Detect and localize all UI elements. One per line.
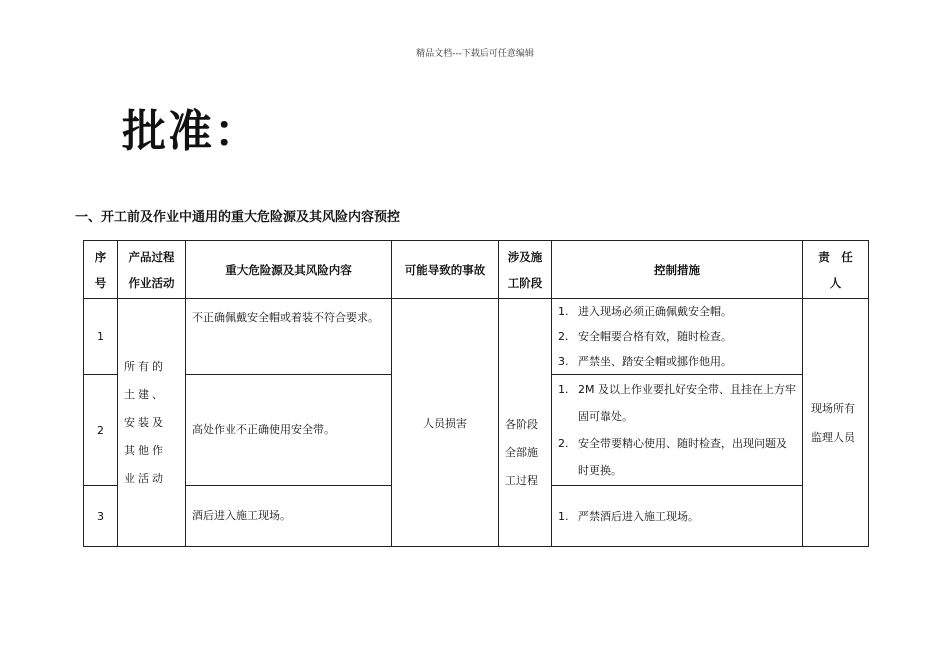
list-item — [558, 376, 796, 430]
item-number: 2. — [558, 437, 569, 450]
stage-text: 各阶段全部施工过程 — [505, 417, 538, 487]
header-process-line2: 作业活动 — [128, 275, 175, 290]
item-number: 2. — [558, 330, 569, 343]
item-text: 安全帽要合格有效，随时检查。 — [578, 330, 732, 343]
header-stage — [499, 241, 552, 299]
hazard-cell — [186, 299, 392, 375]
header-stage-line2: 工阶段 — [507, 275, 543, 290]
header-responsible-line2: 人 — [829, 275, 842, 290]
accident-cell: 人员损害 — [392, 299, 499, 547]
stage-cell — [499, 299, 552, 547]
section-title: 一、开工前及作业中通用的重大危险源及其风险内容预控 — [75, 210, 401, 225]
measures-cell — [552, 486, 803, 547]
hazard-text: 不正确佩戴安全帽或着装不符合要求。 — [192, 311, 379, 324]
item-number: 1. — [558, 383, 569, 396]
header-stage-line1: 涉及施 — [507, 249, 543, 264]
header-seq — [84, 241, 118, 299]
list-item — [558, 430, 796, 484]
item-text: 严禁坐、踏安全帽或挪作他用。 — [578, 355, 732, 368]
item-text: 安全带要精心使用、随时检查，出现问题及时更换。 — [578, 437, 787, 477]
measures-list — [552, 376, 802, 484]
list-item — [558, 299, 796, 324]
header-responsible — [803, 241, 869, 299]
measures-cell — [552, 375, 803, 486]
item-text: 进入现场必须正确佩戴安全帽。 — [578, 305, 732, 318]
row-seq: 3 — [84, 486, 118, 547]
list-item — [558, 324, 796, 349]
hazard-cell — [186, 486, 392, 547]
header-measures: 控制措施 — [552, 241, 803, 299]
header-seq-line1: 序 — [94, 249, 107, 264]
table-row — [84, 299, 869, 375]
hazard-cell — [186, 375, 392, 486]
table-header-row — [84, 241, 869, 299]
list-item — [558, 349, 796, 374]
approval-label: 批准： — [122, 106, 260, 157]
process-text: 所有的土建、安装及其他作业活动 — [124, 359, 166, 485]
header-process — [118, 241, 186, 299]
item-number: 1. — [558, 305, 569, 318]
item-number: 1. — [558, 509, 569, 523]
process-cell — [118, 299, 186, 547]
hazard-text: 高处作业不正确使用安全带。 — [192, 423, 335, 436]
list-item — [558, 504, 796, 529]
header-note: 精品文档---下载后可任意编辑 — [416, 49, 534, 59]
header-hazard: 重大危险源及其风险内容 — [186, 241, 392, 299]
measures-list — [552, 504, 802, 529]
item-text: 严禁酒后进入施工现场。 — [578, 509, 699, 523]
row-seq: 2 — [84, 375, 118, 486]
row-seq: 1 — [84, 299, 118, 375]
hazard-table — [83, 240, 869, 547]
hazard-text: 酒后进入施工现场。 — [192, 509, 291, 522]
responsible-cell — [803, 299, 869, 547]
responsible-text: 现场所有监理人员 — [811, 401, 855, 444]
item-number: 3. — [558, 355, 569, 368]
header-process-line1: 产品过程 — [128, 249, 175, 264]
measures-list — [552, 299, 802, 374]
measures-cell — [552, 299, 803, 375]
header-responsible-line1: 责 任 — [818, 249, 853, 264]
header-accident: 可能导致的事故 — [392, 241, 499, 299]
item-text: 2M 及以上作业要扎好安全带、且挂在上方牢固可靠处。 — [578, 383, 796, 423]
header-seq-line2: 号 — [94, 275, 107, 290]
